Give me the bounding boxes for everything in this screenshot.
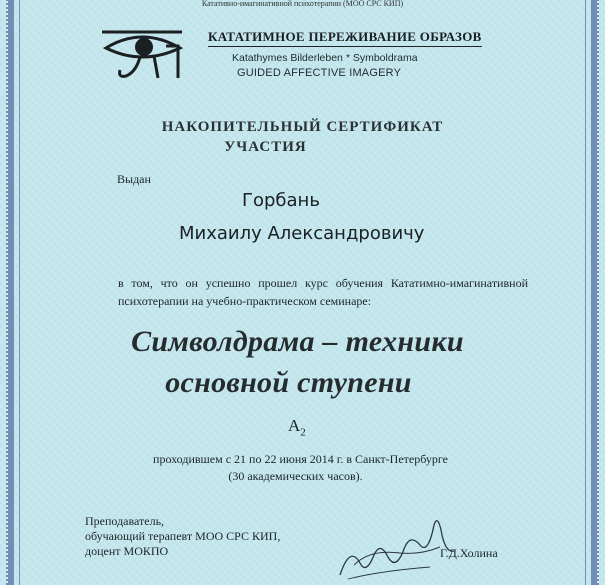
organization-subtitle-english: GUIDED AFFECTIVE IMAGERY — [237, 67, 402, 79]
eye-of-horus-icon — [96, 24, 188, 80]
certificate-body-text: в том, что он успешно прошел курс обучения Кататимно-имагинативной психотерапии на учебно-практическом семинаре: — [118, 276, 528, 308]
recipient-surname: Горбань — [242, 190, 320, 211]
issued-label: Выдан — [117, 172, 151, 186]
certificate-title-line2: УЧАСТИЯ — [224, 139, 307, 155]
course-level-sub: 2 — [300, 426, 306, 439]
handwritten-signature — [330, 505, 460, 585]
signatory-role: Преподаватель, — [85, 514, 165, 528]
seminar-dates-place: проходившем с 21 по 22 июня 2014 г. в Санкт-Петербурге — [153, 452, 448, 466]
top-caption: Катативно-имагинативной психотерапии (МОО СРС КИП) — [201, 0, 404, 8]
signatory-block — [85, 514, 280, 559]
signatory-position: обучающий терапевт МОО СРС КИП, — [85, 529, 281, 543]
signatory-title: доцент МОКПО — [85, 544, 169, 558]
course-level-main: А — [288, 416, 301, 435]
organization-title: КАТАТИМНОЕ ПЕРЕЖИВАНИЕ ОБРАЗОВ — [208, 29, 482, 47]
recipient-given-names: Михаилу Александровичу — [179, 223, 425, 244]
seminar-hours: (30 академических часов). — [228, 469, 363, 483]
certificate-title: НАКОПИТЕЛЬНЫЙ СЕРТИФИКАТ — [161, 119, 444, 135]
course-title-line2: основной ступени — [165, 366, 412, 399]
signatory-name: Г.Д.Холина — [440, 546, 498, 560]
course-level — [288, 416, 306, 438]
course-title: Символдрама – техники — [131, 325, 464, 358]
organization-subtitle: Katathymes Bilderleben * Symboldrama — [232, 52, 418, 64]
